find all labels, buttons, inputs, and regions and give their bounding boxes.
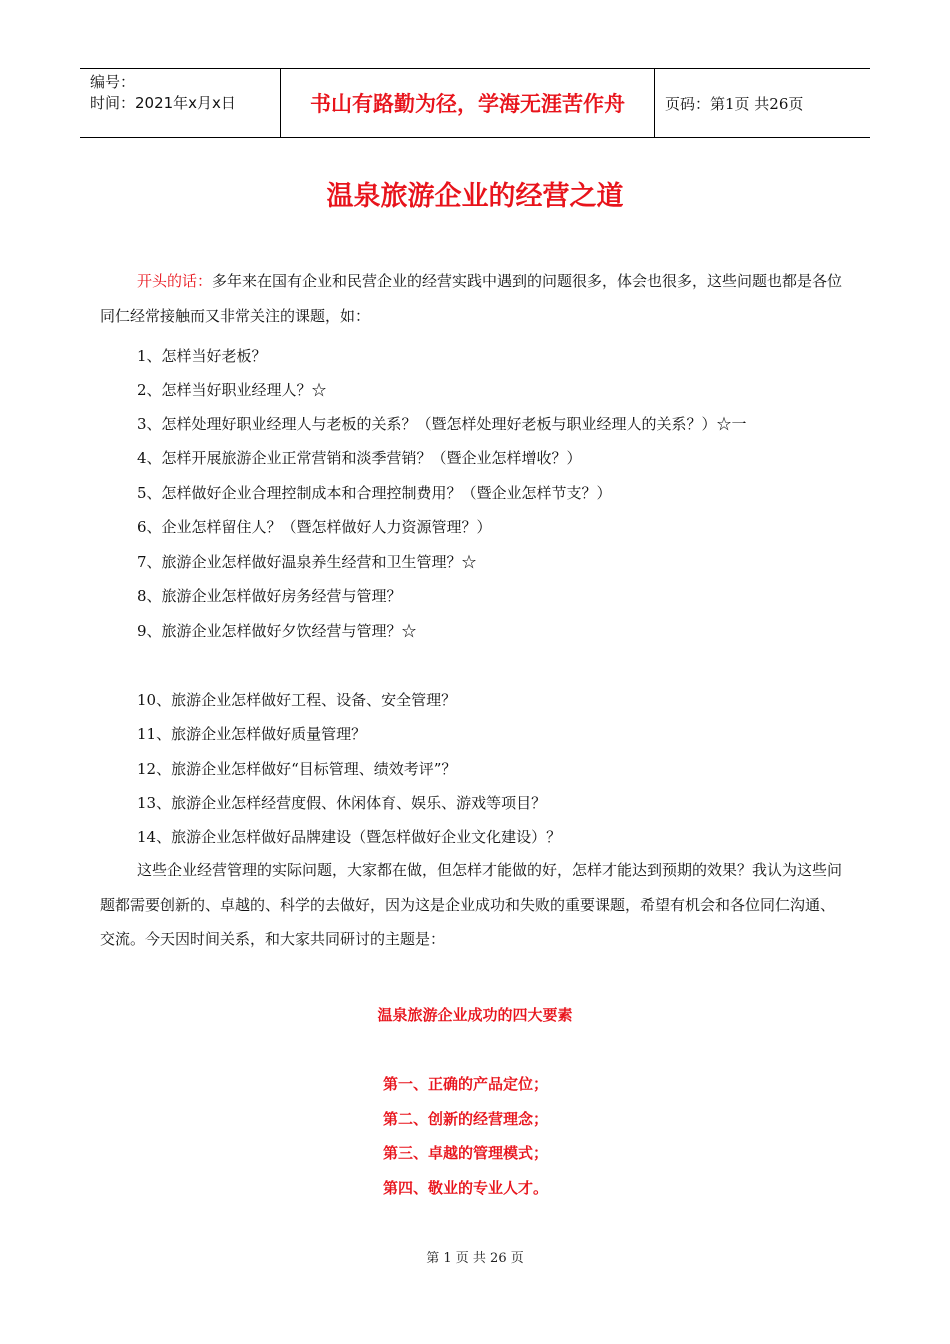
question-item: 3、怎样处理好职业经理人与老板的关系？（暨怎样处理好老板与职业经理人的关系？）☆一 bbox=[137, 415, 747, 433]
element-item: 第三、卓越的管理模式； bbox=[383, 1144, 549, 1162]
intro-text: 多年来在国有企业和民营企业的经营实践中遇到的问题很多，体会也很多，这些问题也都是各位同仁经常接触而又非常关注的课题，如： bbox=[100, 272, 843, 325]
element-item: 第二、创新的经营理念； bbox=[383, 1110, 549, 1128]
question-item: 6、企业怎样留住人？（暨怎样做好人力资源管理？） bbox=[137, 518, 492, 536]
question-item: 14、旅游企业怎样做好品牌建设（暨怎样做好企业文化建设）？ bbox=[137, 828, 562, 846]
section-subtitle: 温泉旅游企业成功的四大要素 bbox=[377, 1006, 573, 1024]
question-item: 8、旅游企业怎样做好房务经营与管理？ bbox=[137, 587, 402, 605]
conclusion-paragraph: 这些企业经营管理的实际问题，大家都在做，但怎样才能做的好，怎样才能达到预期的效果？我认为这些问题都需要创新的、卓越的、科学的去做好，因为这是企业成功和失败的重要课题，希望有机会和各位同仁沟通、交流。今天因时间关系，和大家共同研讨的主题是： bbox=[100, 861, 843, 948]
question-item: 2、怎样当好职业经理人？☆ bbox=[137, 381, 327, 399]
intro-paragraph bbox=[100, 264, 848, 333]
question-item: 12、旅游企业怎样做好“目标管理、绩效考评”？ bbox=[137, 760, 457, 778]
header-page-info: 页码：第1页 共26页 bbox=[665, 94, 804, 113]
question-item: 10、旅游企业怎样做好工程、设备、安全管理？ bbox=[137, 691, 457, 709]
document-title: 温泉旅游企业的经营之道 bbox=[326, 181, 624, 212]
number-label: 编号： bbox=[90, 73, 136, 91]
question-item: 7、旅游企业怎样做好温泉养生经营和卫生管理？☆ bbox=[137, 553, 477, 571]
page-footer: 第 1 页 共 26 页 bbox=[426, 1251, 524, 1266]
question-item: 11、旅游企业怎样做好质量管理？ bbox=[137, 725, 367, 743]
time-label: 时间：2021年x月x日 bbox=[90, 94, 236, 112]
header-meta bbox=[80, 69, 281, 137]
header-motto: 书山有路勤为径，学海无涯苦作舟 bbox=[281, 69, 655, 137]
question-item: 5、怎样做好企业合理控制成本和合理控制费用？（暨企业怎样节支？） bbox=[137, 484, 612, 502]
question-item: 9、旅游企业怎样做好夕饮经营与管理？☆ bbox=[137, 622, 417, 640]
element-item: 第四、敬业的专业人才。 bbox=[383, 1179, 549, 1197]
element-item: 第一、正确的产品定位； bbox=[383, 1075, 549, 1093]
question-item: 13、旅游企业怎样经营度假、休闲体育、娱乐、游戏等项目？ bbox=[137, 794, 547, 812]
header-table bbox=[80, 68, 870, 138]
question-item: 4、怎样开展旅游企业正常营销和淡季营销？（暨企业怎样增收？） bbox=[137, 449, 582, 467]
intro-lead: 开头的话： bbox=[137, 272, 213, 290]
question-item: 1、怎样当好老板？ bbox=[137, 347, 267, 365]
